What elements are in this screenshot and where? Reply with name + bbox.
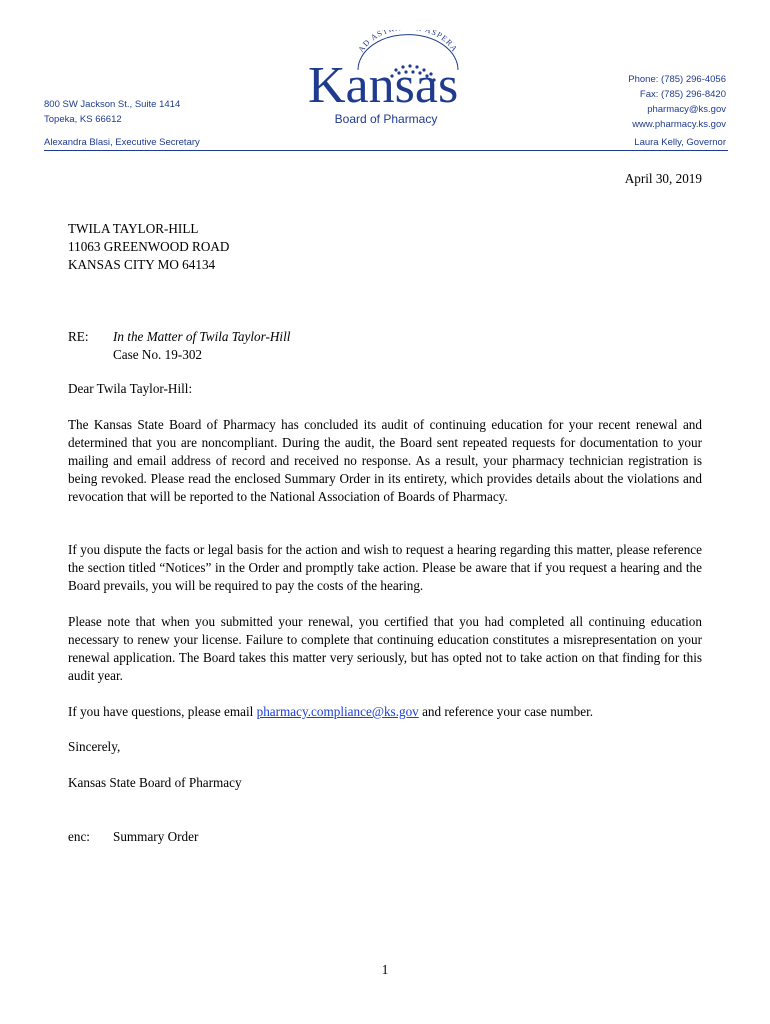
paragraph-audit: The Kansas State Board of Pharmacy has concluded its audit of continuing education for your recent renewal and determined that you are noncompliant. During the audit, the Board sent repeated requests for documentation to your mailing and email address of record and received no response. As a result, your pharmacy technician registration is being revoked. Please read the enclosed Summary Order in its entirety, which provides details about the violations and revocation that will be reported to the National Association of Boards of Pharmacy. [68, 417, 702, 504]
re-label: RE: [68, 329, 89, 344]
kansas-board-logo [308, 30, 464, 130]
logo-subtitle: Board of Pharmacy [334, 112, 438, 126]
website: www.pharmacy.ks.gov [632, 119, 726, 130]
page-number: 1 [381, 962, 389, 977]
compliance-email-link[interactable]: pharmacy.compliance@ks.gov [256, 704, 419, 719]
addressee-block [68, 220, 229, 274]
logo-wordmark: Kansas [308, 57, 459, 114]
enclosure-label: enc: [68, 829, 90, 844]
re-block [113, 328, 290, 364]
letter-date: April 30, 2019 [624, 171, 702, 186]
executive-secretary: Alexandra Blasi, Executive Secretary [44, 137, 200, 148]
greeting: Dear Twila Taylor-Hill: [68, 381, 193, 396]
addressee-city: KANSAS CITY MO 64134 [68, 257, 216, 272]
phone: Phone: (785) 296-4056 [628, 74, 726, 85]
paragraph-hearing: If you dispute the facts or legal basis for the action and wish to request a hearing regarding this matter, please reference the section titled “Notices” in the Order and promptly take action. Please be aware that if you request a hearing and the Board prevails, you will be required to pay the costs of the hearing. [68, 542, 702, 593]
re-matter: In the Matter of Twila Taylor-Hill [113, 329, 291, 344]
contact-email: pharmacy@ks.gov [647, 104, 726, 115]
logo-motto: AD AST ASPERA [356, 30, 460, 54]
signature: Kansas State Board of Pharmacy [68, 775, 242, 790]
fax: Fax: (785) 296-8420 [639, 89, 726, 100]
case-number: Case No. 19-302 [113, 347, 203, 362]
svg-text:AD ASTRA PER ASPERA [356, 30, 459, 54]
enclosure-value: Summary Order [113, 829, 199, 844]
paragraph-questions: If you have questions, please email pharmacy.compliance@ks.gov and reference your case number. [68, 704, 594, 719]
signoff: Sincerely, [68, 739, 121, 754]
addressee-name: TWILA TAYLOR-HILL [68, 221, 199, 236]
contact-info [628, 72, 726, 132]
paragraph-renewal: Please note that when you submitted your renewal, you certified that you had completed all continuing education necessary to renew your license. Failure to complete that continuing education constitutes a misrepresentation on your renewal application. The Board takes this matter very seriously, but has opted not to take action on that finding for this audit year. [68, 614, 702, 683]
letterhead-divider [44, 150, 728, 151]
office-address: 800 SW Jackson St., Suite 1414 Topeka, KS 66612 [44, 99, 181, 125]
addressee-street: 11063 GREENWOOD ROAD [68, 239, 230, 254]
governor: Laura Kelly, Governor [634, 137, 726, 148]
